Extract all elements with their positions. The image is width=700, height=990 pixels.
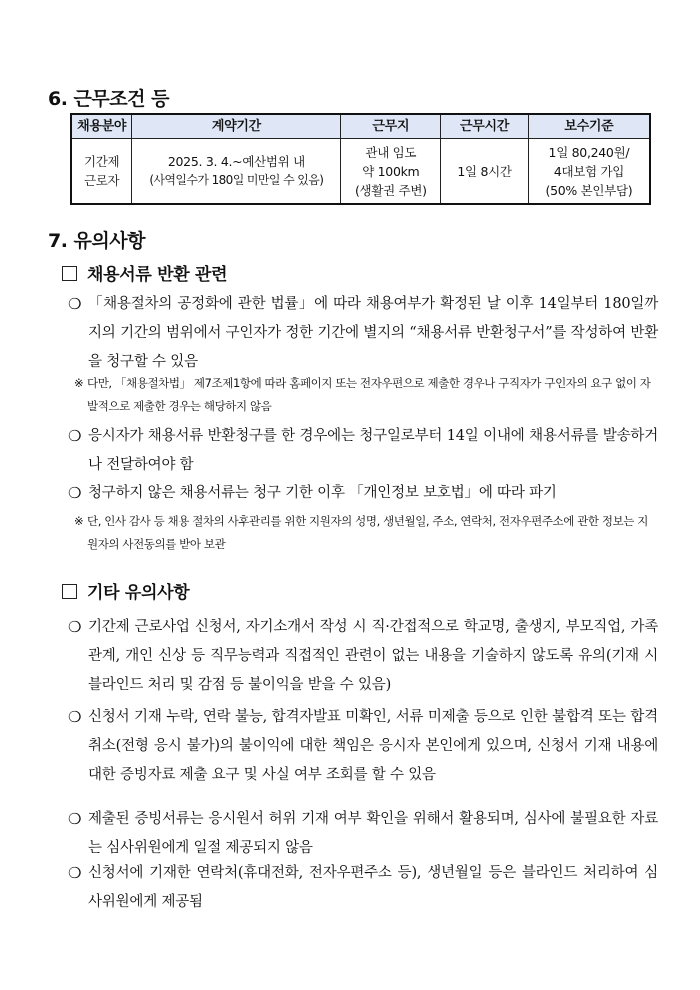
note-item: ※ 단, 인사 감사 등 채용 절차의 사후관리를 위한 지원자의 성명, 생년월일, 주소, 연락처, 전자우편주소에 관한 정보는 지원자의 사전동의를 받아 보관 — [74, 510, 656, 556]
circle-bullet-icon: ❍ — [68, 484, 82, 502]
list-item: ❍ 「채용절차의 공정화에 관한 법률」에 따라 채용여부가 확정된 날 이후 14일부터 180일까지의 기간의 범위에서 구인자가 정한 기간에 별지의 “채용서류 반환청구서”를 작성하여 반환을 청구할 수 있음 — [68, 290, 658, 377]
work-conditions-table — [70, 113, 651, 205]
col-header-hours: 근무시간 — [441, 114, 529, 139]
checkbox-square-icon — [62, 584, 77, 599]
circle-bullet-icon: ❍ — [68, 810, 82, 828]
subsection-heading-other-notes: 기타 유의사항 — [62, 578, 189, 603]
list-item: ❍ 청구하지 않은 채용서류는 청구 기한 이후 「개인정보 보호법」에 따라 파기 — [68, 479, 658, 508]
cell-field: 기간제 근로자 — [71, 139, 132, 205]
col-header-period: 계약기간 — [132, 114, 341, 139]
table-header-row — [71, 114, 650, 139]
list-item: ❍ 제출된 증빙서류는 응시원서 허위 기재 여부 확인을 위해서 활용되며, 심사에 불필요한 자료는 심사위원에게 일절 제공되지 않음 — [68, 805, 658, 863]
col-header-field: 채용분야 — [71, 114, 132, 139]
circle-bullet-icon: ❍ — [68, 427, 82, 445]
subsection-heading-document-return: 채용서류 반환 관련 — [62, 260, 227, 285]
list-item: ❍ 신청서에 기재한 연락처(휴대전화, 전자우편주소 등), 생년월일 등은 블라인드 처리하여 심사위원에게 제공됨 — [68, 859, 658, 917]
section-7-title: 7. 유의사항 — [48, 230, 145, 252]
circle-bullet-icon: ❍ — [68, 708, 82, 726]
cell-pay: 1일 80,240원/ 4대보험 가입 (50% 본인부담) — [528, 139, 650, 205]
reference-mark-icon: ※ — [74, 514, 84, 528]
checkbox-square-icon — [62, 266, 77, 281]
cell-location: 관내 임도 약 100km (생활권 주변) — [341, 139, 441, 205]
circle-bullet-icon: ❍ — [68, 618, 82, 636]
cell-hours: 1일 8시간 — [441, 139, 529, 205]
table-row — [71, 139, 650, 205]
list-item: ❍ 응시자가 채용서류 반환청구를 한 경우에는 청구일로부터 14일 이내에 채용서류를 발송하거나 전달하여야 함 — [68, 422, 658, 480]
list-item: ❍ 신청서 기재 누락, 연락 불능, 합격자발표 미확인, 서류 미제출 등으로 인한 불합격 또는 합격 취소(전형 응시 불가)의 불이익에 대한 책임은 응시자 본인에게 있으며, 신청서 기재 내용에 대한 증빙자료 제출 요구 및 사실 여부 조회를 할 수 있음 — [68, 703, 658, 790]
note-item: ※ 다만, 「채용절차법」 제7조제1항에 따라 홈페이지 또는 전자우편으로 제출한 경우나 구직자가 구인자의 요구 없이 자발적으로 제출한 경우는 해당하지 않음 — [74, 372, 656, 418]
col-header-pay: 보수기준 — [528, 114, 650, 139]
circle-bullet-icon: ❍ — [68, 295, 82, 313]
cell-period: 2025. 3. 4.~예산범위 내 (사역일수가 180일 미만일 수 있음) — [132, 139, 341, 205]
reference-mark-icon: ※ — [74, 376, 84, 390]
circle-bullet-icon: ❍ — [68, 864, 82, 882]
col-header-location: 근무지 — [341, 114, 441, 139]
list-item: ❍ 기간제 근로사업 신청서, 자기소개서 작성 시 직·간접적으로 학교명, 출생지, 부모직업, 가족관계, 개인 신상 등 직무능력과 직접적인 관련이 없는 내용을 기술하지 않도록 유의(기재 시 블라인드 처리 및 감점 등 불이익을 받을 수 있음) — [68, 613, 658, 700]
section-6-title: 6. 근무조건 등 — [48, 88, 169, 110]
